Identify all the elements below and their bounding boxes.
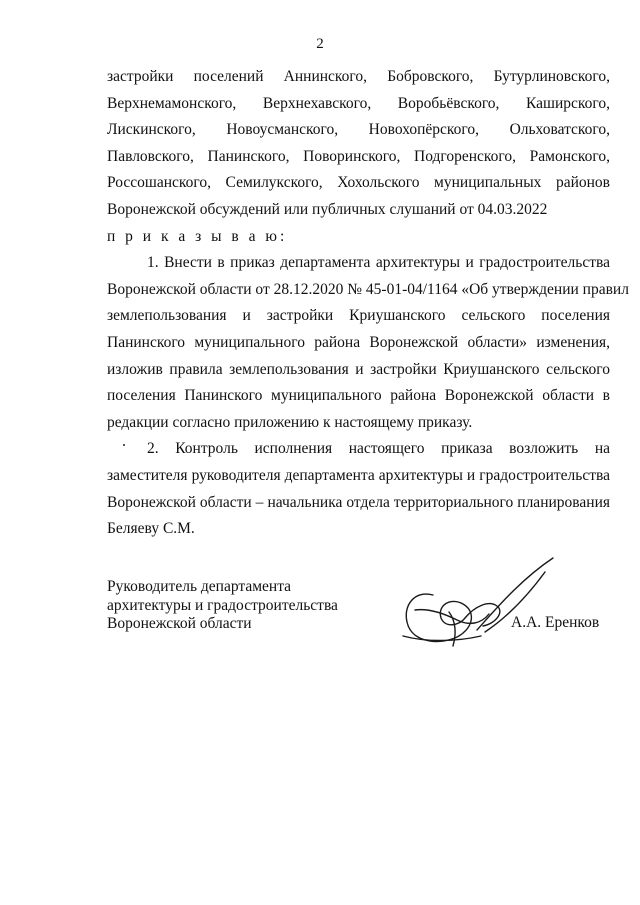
handwritten-signature	[385, 550, 560, 655]
item-2-line-last: Беляеву С.М.	[107, 520, 195, 538]
intro-line: Лискинского, Новоусманского, Новохопёрского, Ольховатского,	[107, 121, 610, 139]
intro-line: Павловского, Панинского, Поворинского, Подгоренского, Рамонского,	[107, 147, 610, 165]
signatory-title-line: Воронежской области	[107, 615, 252, 632]
item-1-line: 1. Внести в приказ департамента архитектуры и градостроительства	[147, 254, 610, 272]
page-number: 2	[316, 36, 324, 52]
intro-line: Россошанского, Семилукского, Хохольского муниципальных районов	[107, 174, 610, 192]
signature-block	[107, 578, 338, 634]
item-1-line: Воронежской области от 28.12.2020 № 45-01-04/1164 «Об утверждении правил	[107, 280, 629, 298]
item-2-line: 2. Контроль исполнения настоящего приказа возложить на	[147, 440, 610, 458]
signatory-title-line: архитектуры и градостроительства	[107, 596, 338, 614]
item-2-line: заместителя руководителя департамента архитектуры и градостроительства	[107, 466, 610, 484]
signer-name: А.А. Еренков	[511, 614, 600, 631]
item-1-line: Панинского муниципального района Воронежской области» изменения,	[107, 333, 610, 351]
order-word: п р и к а з ы в а ю:	[107, 227, 288, 245]
item-1-line: поселения Панинского муниципального района Воронежской области в	[107, 387, 610, 405]
signatory-title-line: Руководитель департамента	[107, 578, 292, 595]
item-1-line-last: редакции согласно приложению к настоящему приказу.	[107, 413, 473, 431]
item-1-line: изложив правила землепользования и застройки Криушанского сельского	[107, 360, 610, 378]
scan-speck	[123, 444, 125, 446]
intro-line-last: Воронежской обсуждений или публичных слушаний от 04.03.2022	[107, 200, 548, 218]
item-2-line: Воронежской области – начальника отдела территориального планирования	[107, 493, 610, 511]
intro-line: застройки поселений Аннинского, Бобровского, Бутурлиновского,	[107, 68, 610, 85]
item-1-line: землепользования и застройки Криушанского сельского поселения	[107, 307, 610, 325]
intro-line: Верхнемамонского, Верхнехавского, Воробьёвского, Каширского,	[107, 94, 610, 112]
document-body	[107, 64, 629, 543]
